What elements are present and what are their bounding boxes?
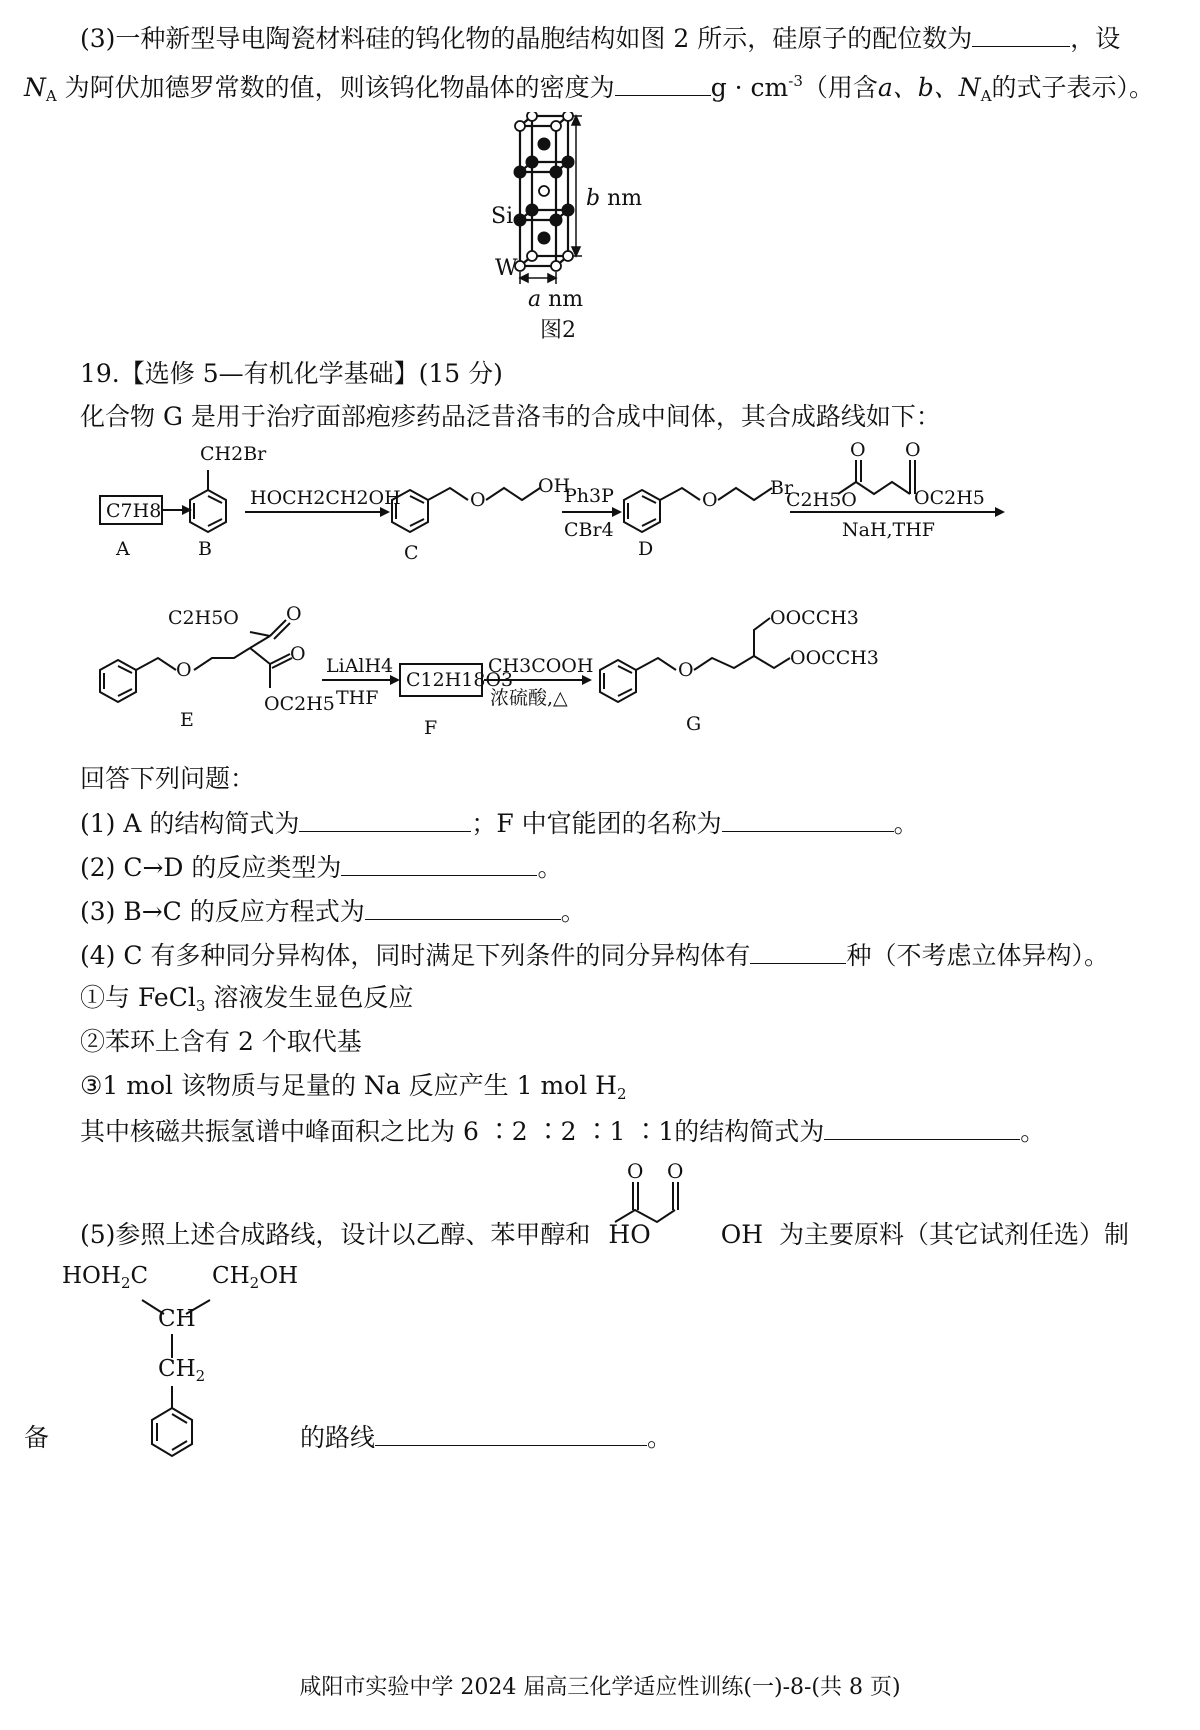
label-C: C	[404, 542, 419, 564]
answer-blank-q1a[interactable]	[299, 805, 471, 832]
q19-header: 19.【选修 5—有机化学基础】(15 分)	[80, 359, 503, 388]
figure-caption: 图2	[540, 318, 576, 343]
crystal-cell-figure	[510, 112, 690, 362]
answer-blank-route[interactable]	[375, 1419, 647, 1446]
compound-F-formula: C12H18O3	[406, 669, 514, 691]
condition-2: ②苯环上含有 2 个取代基	[80, 1027, 362, 1056]
q18-3-line2: $N_A$ 为阿伏加德罗常数的值，则该钨化物晶体的密度为 $g \cdot cm^{-3}$（用含a、b、$N_A$的式子表示）。	[24, 64, 1154, 113]
answer-blank-density[interactable]	[615, 69, 711, 96]
condition-1: ①与 FeCl$_3$ 溶液发生显色反应	[80, 983, 414, 1015]
reagent-DE-bottom: NaH,THF	[842, 519, 935, 541]
condition-3: ③1 mol 该物质与足量的 Na 反应产生 1 mol $H_2$	[80, 1071, 627, 1103]
svg-text:O: O	[290, 643, 306, 665]
label-D: D	[638, 538, 654, 560]
compound-A-formula: C7H8	[106, 500, 162, 522]
target-left-group: $HOH_2C$	[62, 1263, 149, 1292]
prep-label: 备	[24, 1423, 50, 1452]
cell-front-frame	[520, 126, 556, 266]
malonic-oh: OH	[720, 1220, 764, 1249]
label-B: B	[198, 538, 212, 560]
E-bottom-ester: OC2H5	[264, 693, 335, 715]
answer-blank-q3[interactable]	[365, 893, 561, 920]
G-mid-acetate: OOCCH3	[790, 647, 879, 669]
question-4: (4) C 有多种同分异构体，同时满足下列条件的同分异构体有 种（不考虑立体异构）。	[80, 937, 1109, 973]
answer-blank-coordination[interactable]	[972, 20, 1070, 47]
G-top-acetate: OOCCH3	[770, 607, 859, 629]
label-a-nm: a nm	[528, 287, 584, 312]
target-ch: CH	[158, 1306, 196, 1332]
question-2: (2) C→D 的反应类型为 。	[80, 849, 562, 885]
reagent-EF-bottom: THF	[336, 687, 379, 709]
nmr-question: 其中核磁共振氢谱中峰面积之比为 6 ∶2 ∶2 ∶1 ∶1的结构简式为 。	[80, 1113, 1045, 1149]
svg-text:O: O	[667, 1160, 684, 1183]
reagent-EF-top: LiAlH4	[326, 655, 394, 677]
answer-blank-q4[interactable]	[750, 937, 846, 964]
reagent-CD-bottom: CBr4	[564, 519, 614, 541]
E-top-ester: C2H5O	[168, 607, 239, 629]
synthesis-scheme-row2	[90, 600, 1120, 760]
q18-3-line1: (3)一种新型导电陶瓷材料硅的钨化物的晶胞结构如图 2 所示，硅原子的配位数为 ，设	[80, 20, 1120, 56]
route-question: 的路线 。	[300, 1418, 672, 1454]
synthesis-scheme-row1	[90, 440, 1120, 590]
reagent-FG-top: CH3COOH	[488, 655, 594, 677]
svg-text:O: O	[905, 440, 921, 461]
label-F: F	[424, 717, 438, 739]
cell-back-frame	[532, 116, 568, 256]
D-br: Br	[770, 477, 794, 499]
answer-blank-nmr[interactable]	[824, 1113, 1020, 1140]
reagent-FG-bottom: 浓硫酸,△	[490, 687, 568, 709]
target-right-group: $CH_2OH$	[212, 1263, 299, 1292]
question-1: (1) A 的结构简式为 ；F 中官能团的名称为 。	[80, 805, 919, 841]
target-ch2: $CH_2$	[158, 1356, 206, 1385]
label-b-nm: b nm	[586, 186, 643, 211]
answer-intro: 回答下列问题：	[80, 764, 256, 793]
label-G: G	[686, 713, 702, 735]
page-footer: 咸阳市实验中学 2024 届高三化学适应性训练(一)-8-(共 8 页)	[299, 1675, 901, 1700]
target-molecule-bonds	[120, 1290, 260, 1490]
label-w: W	[495, 256, 518, 281]
svg-text:O: O	[470, 489, 486, 511]
question-3: (3) B→C 的反应方程式为 。	[80, 893, 586, 929]
svg-text:O: O	[850, 440, 866, 461]
question-5: (5)参照上述合成路线，设计以乙醇、苯甲醇和 HO OH 为主要原料（其它试剂任选）制	[80, 1220, 1130, 1249]
B-substituent: CH2Br	[200, 443, 267, 465]
q19-intro: 化合物 G 是用于治疗面部疱疹药品泛昔洛韦的合成中间体，其合成路线如下：	[80, 402, 941, 431]
svg-text:O: O	[286, 603, 302, 625]
label-si: Si	[491, 204, 514, 229]
svg-text:O: O	[678, 659, 694, 681]
C-oh-group: OH	[538, 475, 571, 497]
malonic-ho: HO	[608, 1220, 651, 1249]
svg-text:O: O	[176, 659, 192, 681]
reagent-DE-right: OC2H5	[914, 487, 985, 509]
answer-blank-q1b[interactable]	[722, 805, 894, 832]
reagent-BC: HOCH2CH2OH	[250, 487, 401, 509]
label-E: E	[180, 709, 194, 731]
svg-text:O: O	[627, 1160, 644, 1183]
reagent-CD-top: Ph3P	[564, 485, 614, 507]
label-A: A	[116, 538, 130, 560]
reagent-DE-left: C2H5O	[786, 489, 857, 511]
svg-text:O: O	[702, 489, 718, 511]
answer-blank-q2[interactable]	[341, 849, 537, 876]
